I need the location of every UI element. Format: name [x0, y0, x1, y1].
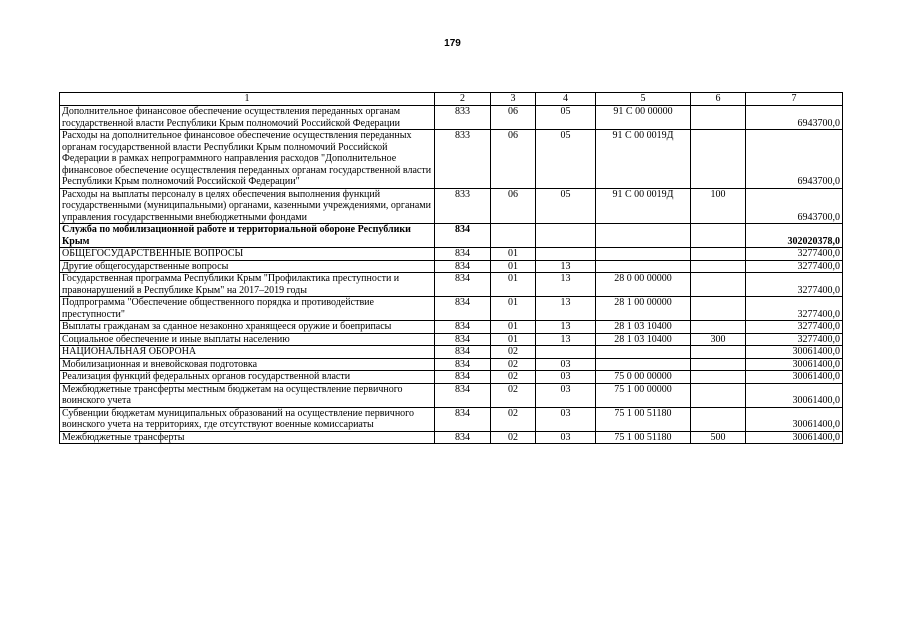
ved-code-cell: 834 — [435, 321, 491, 334]
expense-type-code-cell — [691, 297, 746, 321]
amount-cell: 30061400,0 — [746, 358, 843, 371]
expense-type-code-cell — [691, 273, 746, 297]
expense-type-code-cell: 500 — [691, 431, 746, 444]
target-item-code-cell: 75 0 00 00000 — [596, 371, 691, 384]
section-code-cell — [491, 224, 536, 248]
row-name-cell: Дополнительное финансовое обеспечение осуществления переданных органам государственной власти Республики Крым полномочий Российской Федерации — [60, 106, 435, 130]
row-name-cell: ОБЩЕГОСУДАРСТВЕННЫЕ ВОПРОСЫ — [60, 248, 435, 261]
section-code-cell: 06 — [491, 188, 536, 224]
ved-code-cell: 834 — [435, 224, 491, 248]
table-row — [60, 431, 843, 444]
subsection-code-cell: 13 — [536, 273, 596, 297]
target-item-code-cell: 28 1 00 00000 — [596, 297, 691, 321]
table-row — [60, 248, 843, 261]
subsection-code-cell — [536, 248, 596, 261]
subsection-code-cell: 05 — [536, 130, 596, 189]
section-code-cell: 02 — [491, 371, 536, 384]
table-row — [60, 358, 843, 371]
subsection-code-cell — [536, 346, 596, 359]
row-name-cell: Субвенции бюджетам муниципальных образований на осуществление первичного воинского учета на территориях, где отсутствуют военные комиссариаты — [60, 407, 435, 431]
table-row — [60, 106, 843, 130]
amount-cell: 30061400,0 — [746, 346, 843, 359]
amount-cell: 3277400,0 — [746, 333, 843, 346]
column-header: 4 — [536, 93, 596, 106]
row-name-cell: Межбюджетные трансферты местным бюджетам на осуществление первичного воинского учета — [60, 383, 435, 407]
expense-type-code-cell — [691, 224, 746, 248]
target-item-code-cell: 28 0 00 00000 — [596, 273, 691, 297]
row-name-cell: Мобилизационная и вневойсковая подготовка — [60, 358, 435, 371]
ved-code-cell: 834 — [435, 431, 491, 444]
target-item-code-cell — [596, 248, 691, 261]
subsection-code-cell: 05 — [536, 106, 596, 130]
page-number: 179 — [444, 38, 461, 49]
expense-type-code-cell — [691, 130, 746, 189]
target-item-code-cell: 75 1 00 51180 — [596, 407, 691, 431]
ved-code-cell: 834 — [435, 297, 491, 321]
amount-cell: 30061400,0 — [746, 383, 843, 407]
expense-type-code-cell — [691, 371, 746, 384]
row-name-cell: Другие общегосударственные вопросы — [60, 260, 435, 273]
section-code-cell: 02 — [491, 431, 536, 444]
ved-code-cell: 834 — [435, 248, 491, 261]
section-code-cell: 06 — [491, 106, 536, 130]
section-code-cell: 06 — [491, 130, 536, 189]
target-item-code-cell: 91 С 00 0019Д — [596, 188, 691, 224]
section-code-cell: 02 — [491, 383, 536, 407]
table-row — [60, 407, 843, 431]
expense-type-code-cell: 300 — [691, 333, 746, 346]
table-row — [60, 188, 843, 224]
target-item-code-cell: 91 С 00 0019Д — [596, 130, 691, 189]
table-row — [60, 297, 843, 321]
amount-cell: 3277400,0 — [746, 297, 843, 321]
row-name-cell: Социальное обеспечение и иные выплаты населению — [60, 333, 435, 346]
row-name-cell: Межбюджетные трансферты — [60, 431, 435, 444]
expense-type-code-cell — [691, 346, 746, 359]
subsection-code-cell — [536, 224, 596, 248]
subsection-code-cell: 13 — [536, 321, 596, 334]
section-code-cell: 02 — [491, 358, 536, 371]
ved-code-cell: 834 — [435, 383, 491, 407]
table-row — [60, 371, 843, 384]
target-item-code-cell: 28 1 03 10400 — [596, 321, 691, 334]
ved-code-cell: 834 — [435, 371, 491, 384]
amount-cell: 6943700,0 — [746, 188, 843, 224]
amount-cell: 30061400,0 — [746, 407, 843, 431]
column-header: 6 — [691, 93, 746, 106]
expense-type-code-cell — [691, 321, 746, 334]
ved-code-cell: 834 — [435, 260, 491, 273]
row-name-cell: Расходы на дополнительное финансовое обеспечение осуществления переданных органам государственной власти Республики Крым полномочий Российской Федерации в рамках непрограммного направления расходов "Дополнительное финансовое обеспечение осуществления переданных органам государственной власти Республики Крым полномочий Российской Федерации" — [60, 130, 435, 189]
amount-cell: 6943700,0 — [746, 130, 843, 189]
expense-type-code-cell — [691, 383, 746, 407]
table-row — [60, 273, 843, 297]
section-code-cell: 01 — [491, 260, 536, 273]
subsection-code-cell: 05 — [536, 188, 596, 224]
amount-cell: 3277400,0 — [746, 321, 843, 334]
table-row — [60, 260, 843, 273]
expense-type-code-cell: 100 — [691, 188, 746, 224]
subsection-code-cell: 03 — [536, 431, 596, 444]
subsection-code-cell: 13 — [536, 260, 596, 273]
row-name-cell: Расходы на выплаты персоналу в целях обеспечения выполнения функций государственными (муниципальными) органами, казенными учреждениями, органами управления государственными внебюджетными фондами — [60, 188, 435, 224]
target-item-code-cell: 75 1 00 00000 — [596, 383, 691, 407]
column-header: 5 — [596, 93, 691, 106]
row-name-cell: Выплаты гражданам за сданное незаконно хранящееся оружие и боеприпасы — [60, 321, 435, 334]
subsection-code-cell: 03 — [536, 371, 596, 384]
target-item-code-cell — [596, 358, 691, 371]
table-row — [60, 383, 843, 407]
expense-type-code-cell — [691, 106, 746, 130]
table-row — [60, 224, 843, 248]
subsection-code-cell: 13 — [536, 297, 596, 321]
subsection-code-cell: 13 — [536, 333, 596, 346]
section-code-cell: 01 — [491, 248, 536, 261]
target-item-code-cell — [596, 260, 691, 273]
target-item-code-cell — [596, 346, 691, 359]
target-item-code-cell: 28 1 03 10400 — [596, 333, 691, 346]
row-name-cell: Государственная программа Республики Крым "Профилактика преступности и правонарушений в Республике Крым" на 2017–2019 годы — [60, 273, 435, 297]
expense-type-code-cell — [691, 260, 746, 273]
table-row — [60, 346, 843, 359]
amount-cell: 3277400,0 — [746, 273, 843, 297]
expense-type-code-cell — [691, 248, 746, 261]
target-item-code-cell — [596, 224, 691, 248]
ved-code-cell: 834 — [435, 273, 491, 297]
ved-code-cell: 833 — [435, 188, 491, 224]
row-name-cell: Служба по мобилизационной работе и территориальной обороне Республики Крым — [60, 224, 435, 248]
table-row — [60, 321, 843, 334]
section-code-cell: 02 — [491, 407, 536, 431]
table-header-row — [60, 93, 843, 106]
budget-table — [59, 92, 843, 444]
section-code-cell: 01 — [491, 273, 536, 297]
column-header: 1 — [60, 93, 435, 106]
ved-code-cell: 834 — [435, 346, 491, 359]
table-row — [60, 333, 843, 346]
ved-code-cell: 834 — [435, 358, 491, 371]
table-row — [60, 130, 843, 189]
column-header: 3 — [491, 93, 536, 106]
budget-table-body — [60, 93, 843, 444]
subsection-code-cell: 03 — [536, 383, 596, 407]
row-name-cell: НАЦИОНАЛЬНАЯ ОБОРОНА — [60, 346, 435, 359]
amount-cell: 30061400,0 — [746, 371, 843, 384]
section-code-cell: 02 — [491, 346, 536, 359]
amount-cell: 30061400,0 — [746, 431, 843, 444]
amount-cell: 302020378,0 — [746, 224, 843, 248]
column-header: 7 — [746, 93, 843, 106]
row-name-cell: Реализация функций федеральных органов государственной власти — [60, 371, 435, 384]
target-item-code-cell: 91 С 00 00000 — [596, 106, 691, 130]
subsection-code-cell: 03 — [536, 407, 596, 431]
amount-cell: 3277400,0 — [746, 260, 843, 273]
expense-type-code-cell — [691, 358, 746, 371]
section-code-cell: 01 — [491, 297, 536, 321]
ved-code-cell: 833 — [435, 130, 491, 189]
ved-code-cell: 833 — [435, 106, 491, 130]
ved-code-cell: 834 — [435, 333, 491, 346]
expense-type-code-cell — [691, 407, 746, 431]
row-name-cell: Подпрограмма "Обеспечение общественного порядка и противодействие преступности" — [60, 297, 435, 321]
section-code-cell: 01 — [491, 333, 536, 346]
amount-cell: 6943700,0 — [746, 106, 843, 130]
target-item-code-cell: 75 1 00 51180 — [596, 431, 691, 444]
column-header: 2 — [435, 93, 491, 106]
section-code-cell: 01 — [491, 321, 536, 334]
amount-cell: 3277400,0 — [746, 248, 843, 261]
ved-code-cell: 834 — [435, 407, 491, 431]
subsection-code-cell: 03 — [536, 358, 596, 371]
